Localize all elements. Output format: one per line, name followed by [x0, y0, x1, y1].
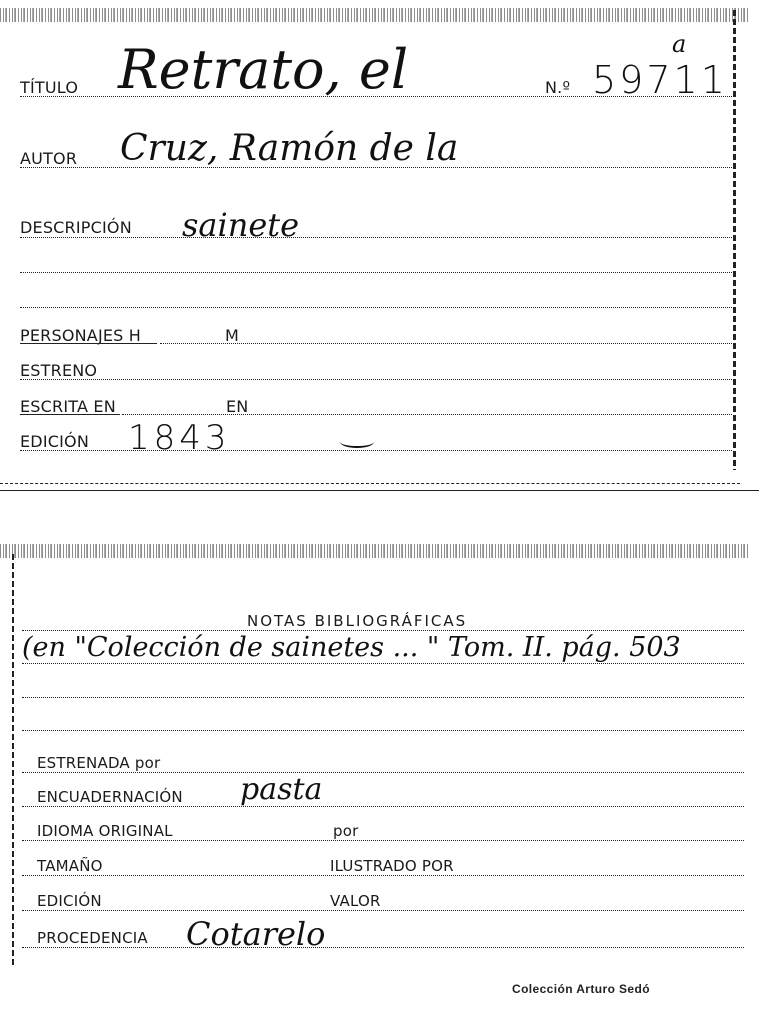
collection-footer: Colección Arturo Sedó — [512, 982, 650, 996]
personajes-label: PERSONAJES H — [20, 326, 142, 345]
card-bottom-edge — [0, 483, 740, 484]
notas-heading: NOTAS BIBLIOGRÁFICAS — [247, 612, 468, 630]
notas-value: (en "Colección de sainetes ... " Tom. II. pág. 503 — [22, 632, 681, 663]
catalog-card-front — [0, 0, 750, 490]
tamano-label: TAMAÑO — [37, 857, 103, 875]
personajes-line — [160, 343, 732, 344]
idioma-label: IDIOMA ORIGINAL — [37, 822, 173, 840]
estrenada-label: ESTRENADA por — [37, 754, 161, 772]
encuadernacion-value: pasta — [240, 772, 323, 807]
edicion-line — [22, 910, 744, 911]
numero-label: N.º — [545, 78, 571, 97]
procedencia-line — [22, 947, 744, 948]
catalog-card-back — [0, 540, 750, 1028]
estreno-label: ESTRENO — [20, 361, 98, 380]
blank-line-2 — [22, 730, 744, 731]
autor-label: AUTOR — [20, 149, 78, 168]
card-edge-left — [12, 554, 14, 968]
card-separator — [0, 490, 759, 491]
estreno-line — [20, 379, 732, 380]
titulo-label: TÍTULO — [20, 78, 79, 97]
tamano-line — [22, 875, 744, 876]
idioma-line — [22, 840, 744, 841]
descripcion-line — [20, 237, 732, 238]
edicion-value: 1843 — [128, 418, 231, 458]
card-edge-top — [0, 544, 750, 558]
numero-suffix: a — [672, 30, 687, 58]
encuadernacion-label: ENCUADERNACIÓN — [37, 788, 183, 806]
estrenada-line — [22, 772, 744, 773]
escrita-label: ESCRITA EN — [20, 397, 116, 416]
ilustrado-label: ILUSTRADO POR — [330, 857, 454, 875]
numero-value: 59711 — [592, 58, 728, 102]
notas-line — [22, 630, 744, 631]
escrita-underline — [20, 414, 120, 415]
procedencia-label: PROCEDENCIA — [37, 929, 148, 947]
autor-value: Cruz, Ramón de la — [120, 128, 459, 169]
edicion-line — [20, 450, 732, 451]
edicion-label: EDICIÓN — [20, 432, 90, 451]
descripcion-label: DESCRIPCIÓN — [20, 218, 132, 237]
personajes-m-label: M — [225, 326, 240, 345]
valor-label: VALOR — [330, 892, 381, 910]
titulo-value: Retrato, el — [118, 38, 409, 101]
procedencia-value: Cotarelo — [186, 915, 326, 953]
card-edge-top — [0, 8, 750, 22]
escrita-en-label: EN — [226, 397, 249, 416]
idioma-por-label: por — [333, 822, 359, 840]
escrita-line — [122, 414, 732, 415]
encuadernacion-line — [22, 806, 744, 807]
personajes-h-underline — [20, 343, 157, 344]
blank-line-1 — [22, 697, 744, 698]
card-edge-right — [733, 10, 736, 470]
blank-line-1 — [20, 272, 732, 273]
notas-value-line — [22, 663, 744, 664]
descripcion-value: sainete — [182, 206, 300, 244]
pen-mark — [340, 436, 374, 448]
blank-line-2 — [20, 307, 732, 308]
edicion-label: EDICIÓN — [37, 892, 102, 910]
